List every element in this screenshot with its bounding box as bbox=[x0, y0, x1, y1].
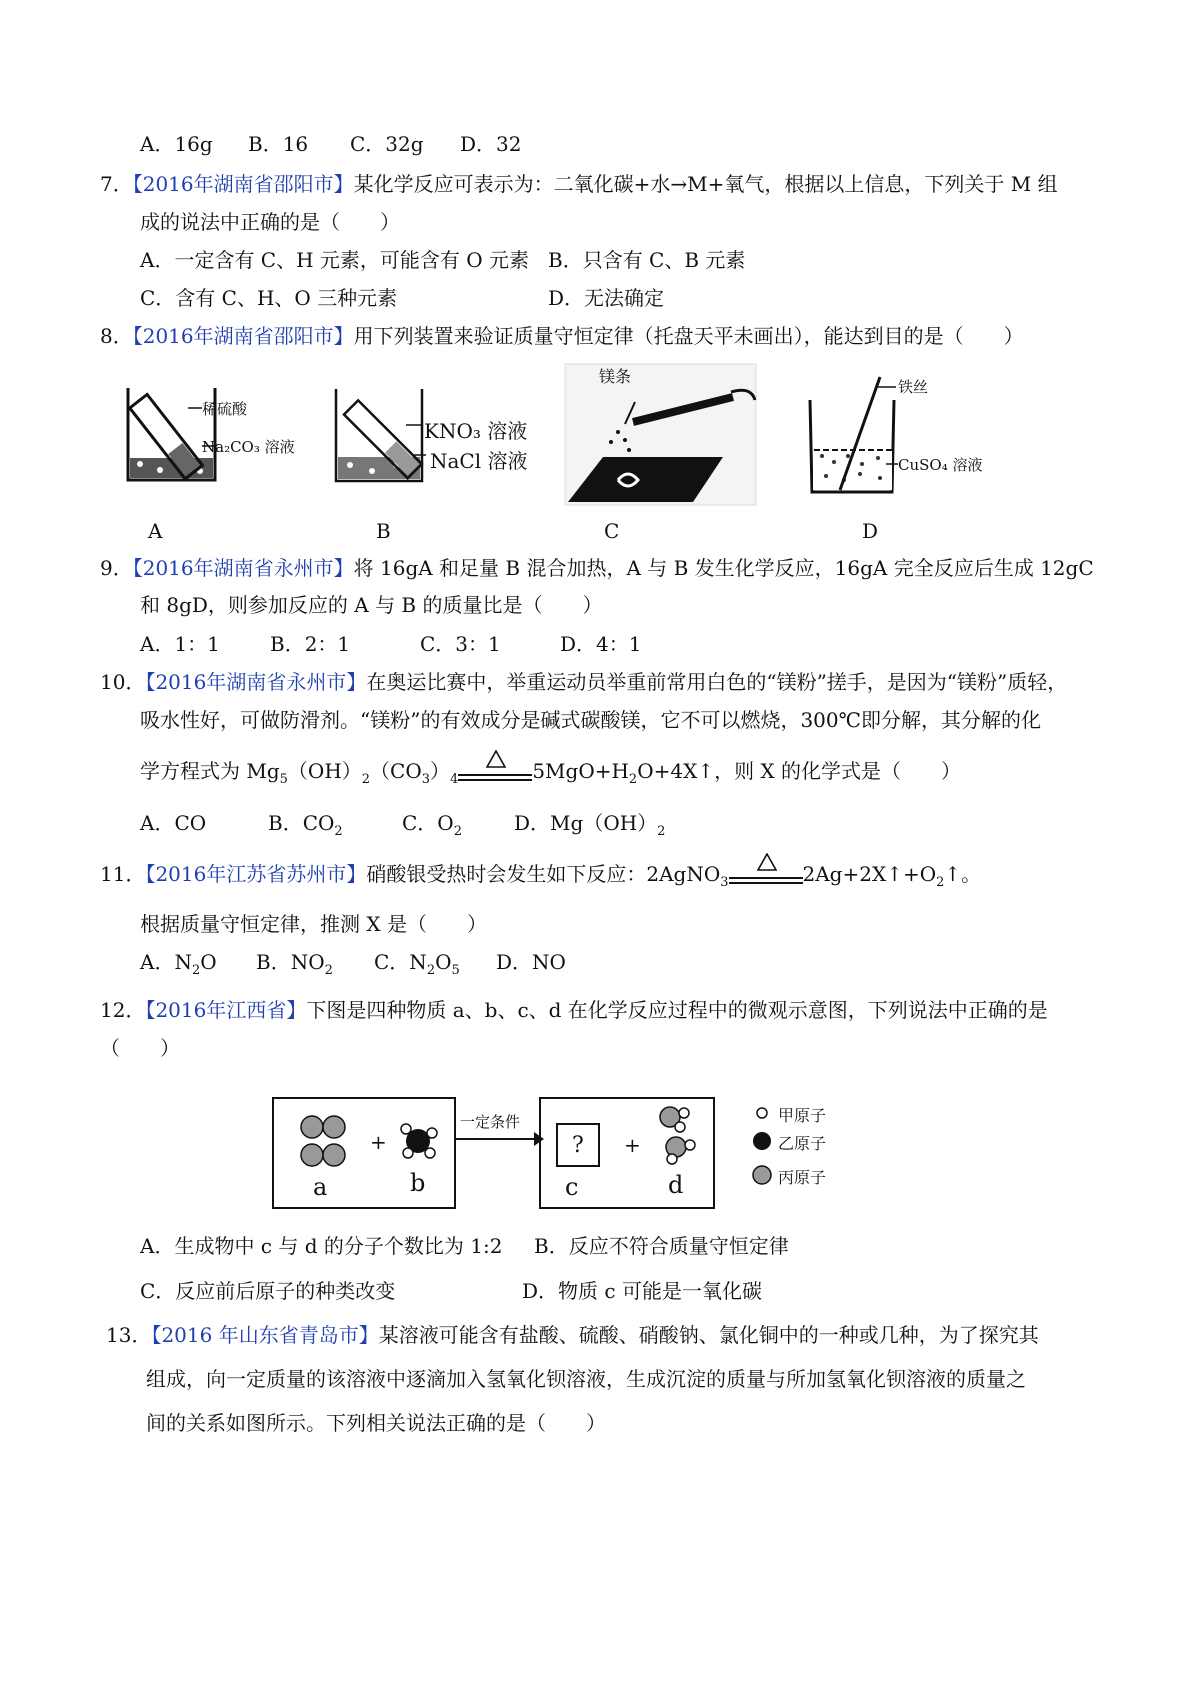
beaker-tube-illustration bbox=[120, 380, 295, 490]
q10-option-d bbox=[514, 810, 665, 845]
q9-source: 【2016年湖南省永州市】 bbox=[132, 556, 354, 580]
q10-number: 10． bbox=[100, 670, 146, 694]
q11-sub: 2 bbox=[191, 963, 201, 978]
q10-sub: 4 bbox=[450, 772, 459, 787]
q9-number: 9． bbox=[100, 556, 133, 580]
q10-option-b bbox=[268, 810, 402, 845]
molecule-diagram bbox=[272, 1097, 852, 1212]
q12-option-a: A．生成物中 c 与 d 的分子个数比为 1:2 bbox=[140, 1234, 503, 1258]
q12-legend-yi: 乙原子 bbox=[778, 1134, 827, 1153]
q11-option-a-text: O bbox=[200, 950, 217, 974]
q6-option-c: C．32g bbox=[350, 132, 424, 156]
q12-option-c: C．反应前后原子的种类改变 bbox=[140, 1279, 396, 1303]
q8-figure-c bbox=[563, 362, 758, 507]
q7-option-c: C．含有 C、H、O 三种元素 bbox=[140, 286, 398, 310]
q8-caption-a: A bbox=[148, 519, 163, 543]
q8-caption-b: B bbox=[376, 519, 391, 543]
q9-options bbox=[140, 631, 641, 657]
q6-option-a: A．16g bbox=[140, 132, 213, 156]
magnesium-burning-illustration bbox=[563, 362, 758, 507]
q11-sub: 2 bbox=[936, 875, 945, 890]
q11-option-d: D．NO bbox=[496, 950, 566, 974]
q10-formula-part: 5MgO+H bbox=[532, 759, 629, 783]
q12-option-d: D．物质 c 可能是一氧化碳 bbox=[522, 1279, 762, 1303]
q12-legend-jia: 甲原子 bbox=[778, 1106, 827, 1125]
q12-reaction-diagram bbox=[272, 1097, 852, 1212]
q12-number: 12． bbox=[100, 998, 146, 1022]
q12-plus-right: + bbox=[624, 1133, 641, 1157]
q10-option-c bbox=[402, 810, 514, 845]
q8-caption-c: C bbox=[604, 519, 620, 543]
q7-options-row2 bbox=[140, 285, 664, 311]
q8-line1 bbox=[100, 323, 1024, 349]
q7-source: 【2016年湖南省邵阳市】 bbox=[132, 172, 354, 196]
q10-text1: 在奥运比赛中，举重运动员举重前常用白色的“镁粉”搓手，是因为“镁粉”质轻， bbox=[366, 670, 1068, 694]
q7-option-a: A．一定含有 C、H 元素，可能含有 O 元素 bbox=[140, 248, 530, 272]
q12-plus-left: + bbox=[370, 1130, 387, 1154]
q11-option-c bbox=[374, 949, 496, 984]
q12-line1 bbox=[100, 997, 1048, 1023]
q11-formula-part: ↑。 bbox=[944, 862, 982, 886]
q10-formula-part: （CO bbox=[370, 759, 422, 783]
heat-reaction-arrow-icon bbox=[458, 760, 532, 786]
q9-text1: 将 16gA 和足量 B 混合加热，A 与 B 发生化学反应，16gA 完全反应后生成 12gC bbox=[353, 556, 1094, 580]
q13-text1: 某溶液可能含有盐酸、硫酸、硝酸钠、氯化铜中的一种或几种，为了探究其 bbox=[378, 1323, 1039, 1347]
q11-source: 【2016年江苏省苏州市】 bbox=[145, 862, 367, 886]
q12-label-d: d bbox=[668, 1171, 684, 1199]
q11-formula-part: 2Ag+2X↑+O bbox=[802, 862, 937, 886]
q13-source: 【2016 年山东省青岛市】 bbox=[151, 1323, 379, 1347]
q8-text: 用下列装置来验证质量守恒定律（托盘天平未画出），能达到目的是（ ） bbox=[353, 324, 1024, 348]
q8-figure-b bbox=[330, 385, 530, 495]
q12-legend-bing: 丙原子 bbox=[778, 1168, 827, 1187]
q8-fig-a-label1: 稀硫酸 bbox=[202, 400, 248, 418]
q8-fig-d-label1: 铁丝 bbox=[898, 378, 929, 396]
q12-label-c: c bbox=[565, 1173, 579, 1201]
q8-fig-c-label: 镁条 bbox=[599, 367, 632, 386]
q11-sub: 2 bbox=[426, 963, 436, 978]
q11-option-b-text: B．NO bbox=[256, 950, 325, 974]
q9-line1 bbox=[100, 555, 1094, 581]
q10-sub: 2 bbox=[657, 824, 666, 839]
q10-option-d-text: D．Mg（OH） bbox=[514, 811, 658, 835]
q10-formula-part: ） bbox=[430, 759, 451, 783]
q10-formula-part: （OH） bbox=[287, 759, 362, 783]
q12-option-b: B．反应不符合质量守恒定律 bbox=[534, 1234, 789, 1258]
q7-options-row1 bbox=[140, 247, 745, 273]
q8-caption-d: D bbox=[862, 519, 879, 543]
q10-sub: 3 bbox=[421, 772, 431, 787]
q12-text1: 下图是四种物质 a、b、c、d 在化学反应过程中的微观示意图，下列说法中正确的是 bbox=[306, 998, 1048, 1022]
q10-sub: 2 bbox=[628, 772, 638, 787]
q12-line2: （ ） bbox=[100, 1036, 180, 1060]
q11-option-a-text: A．N bbox=[140, 950, 192, 974]
q11-option-b bbox=[256, 949, 374, 984]
q10-formula-part: 学方程式为 Mg bbox=[140, 759, 280, 783]
q12-source: 【2016年江西省】 bbox=[145, 998, 307, 1022]
q12-label-b: b bbox=[410, 1169, 426, 1197]
q13-line2: 组成，向一定质量的该溶液中逐滴加入氢氧化钡溶液，生成沉淀的质量与所加氢氧化钡溶液的质量之 bbox=[146, 1367, 1026, 1391]
q7-number: 7． bbox=[100, 172, 133, 196]
q11-line1 bbox=[100, 861, 981, 896]
q9-option-d: D．4：1 bbox=[560, 632, 642, 656]
q11-option-c-text: O bbox=[435, 950, 452, 974]
q13-number: 13． bbox=[106, 1323, 152, 1347]
q11-sub: 5 bbox=[451, 963, 460, 978]
q6-option-b: B．16 bbox=[248, 132, 309, 156]
q9-line2: 和 8gD，则参加反应的 A 与 B 的质量比是（ ） bbox=[140, 593, 603, 617]
q11-number: 11． bbox=[100, 862, 146, 886]
q7-line2: 成的说法中正确的是（ ） bbox=[140, 210, 400, 234]
q6-option-d: D．32 bbox=[460, 132, 522, 156]
q8-fig-b-label2: NaCl 溶液 bbox=[430, 449, 528, 473]
q10-options bbox=[140, 810, 665, 845]
q10-source: 【2016年湖南省永州市】 bbox=[145, 670, 367, 694]
q12-options-row1 bbox=[140, 1233, 789, 1259]
q7-text1: 某化学反应可表示为：二氧化碳+水→M+氧气，根据以上信息，下列关于 M 组 bbox=[353, 172, 1058, 196]
q11-line2: 根据质量守恒定律，推测 X 是（ ） bbox=[140, 912, 487, 936]
q9-option-a: A．1：1 bbox=[140, 632, 220, 656]
q8-number: 8． bbox=[100, 324, 133, 348]
q12-arrow-label: 一定条件 bbox=[460, 1113, 521, 1131]
q10-line1 bbox=[100, 669, 1067, 695]
q7-option-d: D．无法确定 bbox=[548, 286, 665, 310]
q13-line1 bbox=[106, 1322, 1039, 1348]
q12-label-a: a bbox=[313, 1173, 328, 1201]
beaker-iron-wire-illustration bbox=[800, 372, 986, 497]
q10-sub: 2 bbox=[453, 824, 462, 839]
q10-option-b-text: B．CO bbox=[268, 811, 335, 835]
q8-fig-a-label2: Na₂CO₃ 溶液 bbox=[202, 438, 295, 456]
q8-fig-d-label2: CuSO₄ 溶液 bbox=[898, 456, 983, 474]
q6-options bbox=[140, 131, 521, 157]
q10-formula-part: O+4X↑，则 X 的化学式是（ ） bbox=[637, 759, 962, 783]
q10-sub: 2 bbox=[361, 772, 371, 787]
heat-reaction-arrow-icon bbox=[729, 863, 803, 889]
q12-options-row2 bbox=[140, 1278, 762, 1304]
q10-option-c-text: C．O bbox=[402, 811, 454, 835]
q10-line3 bbox=[140, 758, 961, 793]
q12-unknown-c: ? bbox=[572, 1133, 584, 1158]
q9-option-b: B．2：1 bbox=[270, 632, 351, 656]
q8-fig-b-label1: KNO₃ 溶液 bbox=[424, 419, 528, 443]
q11-options bbox=[140, 949, 566, 984]
q13-line3: 间的关系如图所示。下列相关说法正确的是（ ） bbox=[146, 1411, 606, 1435]
q11-option-c-text: C．N bbox=[374, 950, 427, 974]
q10-sub: 5 bbox=[279, 772, 288, 787]
q8-source: 【2016年湖南省邵阳市】 bbox=[132, 324, 354, 348]
q11-option-a bbox=[140, 949, 256, 984]
q8-figure-a bbox=[120, 380, 295, 490]
q10-sub: 2 bbox=[334, 824, 343, 839]
q11-sub: 3 bbox=[720, 875, 729, 890]
q7-line1 bbox=[100, 171, 1058, 197]
q10-option-a: A．CO bbox=[140, 811, 207, 835]
q9-option-c: C．3：1 bbox=[420, 632, 501, 656]
q11-sub: 2 bbox=[324, 963, 333, 978]
q7-option-b: B．只含有 C、B 元素 bbox=[548, 248, 746, 272]
q11-formula-part: 硝酸银受热时会发生如下反应：2AgNO bbox=[366, 862, 721, 886]
q8-figure-d bbox=[800, 372, 986, 497]
q10-line2: 吸水性好，可做防滑剂。“镁粉”的有效成分是碱式碳酸镁，它不可以燃烧，300℃即分解，其分解的化 bbox=[140, 708, 1041, 732]
